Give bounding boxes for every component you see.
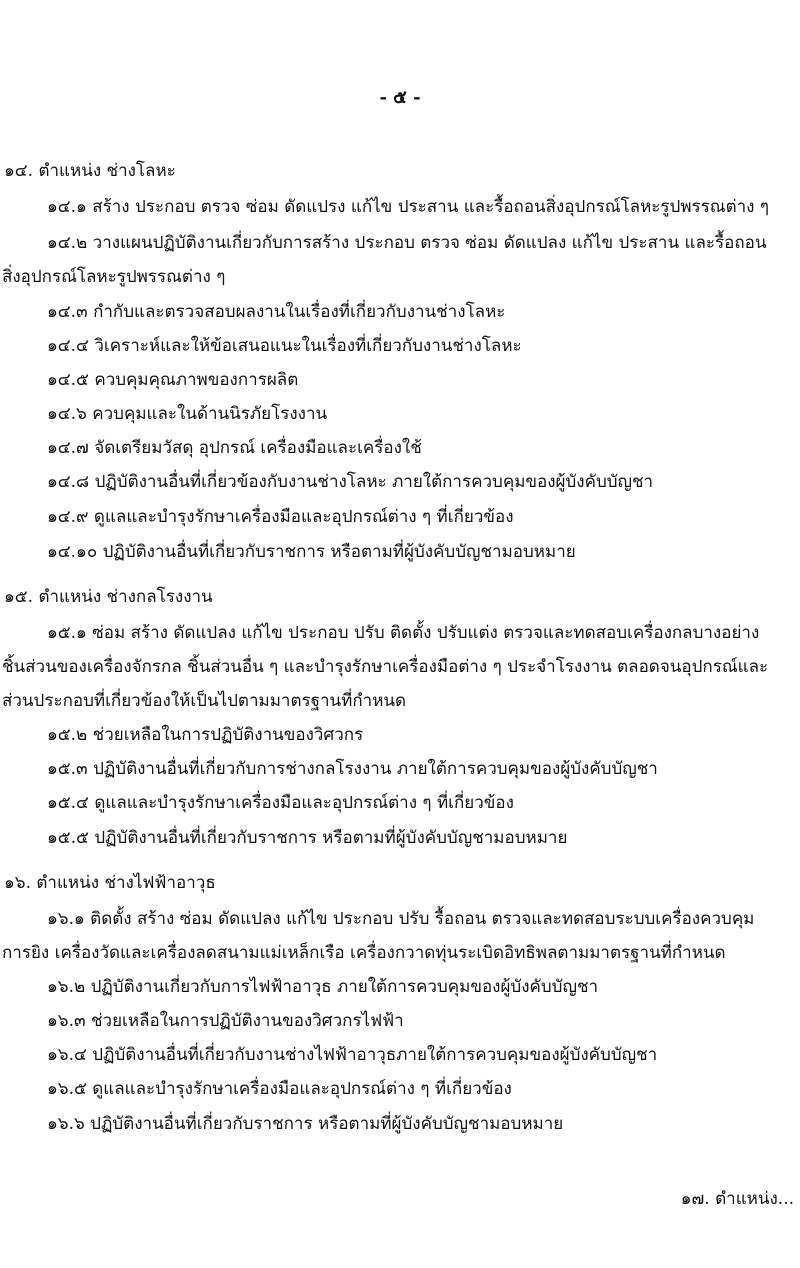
list-item: ๑๔.๘ ปฏิบัติงานอื่นที่เกี่ยวข้องกับงานช่างโลหะ ภายใต้การควบคุมของผู้บังคับบัญชา bbox=[47, 472, 654, 492]
list-item: ๑๔.๙ ดูแลและบำรุงรักษาเครื่องมือและอุปกรณ์ต่าง ๆ ที่เกี่ยวข้อง bbox=[47, 507, 514, 527]
list-item-continuation: ชิ้นส่วนของเครื่องจักรกล ชิ้นส่วนอื่น ๆ และบำรุงรักษาเครื่องมือต่าง ๆ ประจำโรงงาน ตลอดจนอุปกรณ์และ bbox=[2, 657, 769, 677]
list-item: ๑๖.๒ ปฏิบัติงานเกี่ยวกับการไฟฟ้าอาวุธ ภายใต้การควบคุมของผู้บังคับบัญชา bbox=[47, 977, 599, 997]
list-item: ๑๔.๕ ควบคุมคุณภาพของการผลิต bbox=[47, 370, 299, 390]
list-item-continuation: การยิง เครื่องวัดและเครื่องลดสนามแม่เหล็กเรือ เครื่องกวาดทุ่นระเบิดอิทธิพลตามมาตรฐานที่กำหนด bbox=[2, 943, 726, 963]
list-item: ๑๖.๑ ติดตั้ง สร้าง ซ่อม ดัดแปลง แก้ไข ประกอบ ปรับ รื้อถอน ตรวจและทดสอบระบบเครื่องควบคุม bbox=[47, 909, 755, 929]
list-item: ๑๕.๔ ดูแลและบำรุงรักษาเครื่องมือและอุปกรณ์ต่าง ๆ ที่เกี่ยวข้อง bbox=[47, 793, 514, 813]
list-item: ๑๔.๑๐ ปฏิบัติงานอื่นที่เกี่ยวกับราชการ หรือตามที่ผู้บังคับบัญชามอบหมาย bbox=[47, 542, 576, 562]
list-item: ๑๖.๓ ช่วยเหลือในการปฏิบัติงานของวิศวกรไฟฟ้า bbox=[47, 1011, 404, 1031]
list-item: ๑๔.๒ วางแผนปฏิบัติงานเกี่ยวกับการสร้าง ประกอบ ตรวจ ซ่อม ดัดแปลง แก้ไข ประสาน และรื้อถอน bbox=[47, 233, 767, 253]
list-item-continuation: ส่วนประกอบที่เกี่ยวข้องให้เป็นไปตามมาตรฐานที่กำหนด bbox=[2, 691, 407, 711]
list-item: ๑๖.๔ ปฏิบัติงานอื่นที่เกี่ยวกับงานช่างไฟฟ้าอาวุธภายใต้การควบคุมของผู้บังคับบัญชา bbox=[47, 1045, 658, 1065]
list-item: ๑๔.๓ กำกับและตรวจสอบผลงานในเรื่องที่เกี่ยวกับงานช่างโลหะ bbox=[47, 302, 506, 322]
list-item: ๑๕.๒ ช่วยเหลือในการปฏิบัติงานของวิศวกร bbox=[47, 725, 364, 745]
continuation-note: ๑๗. ตำแหน่ง... bbox=[680, 1189, 794, 1209]
list-item-continuation: สิ่งอุปกรณ์โลหะรูปพรรณต่าง ๆ bbox=[2, 267, 226, 287]
list-item: ๑๕.๓ ปฏิบัติงานอื่นที่เกี่ยวกับการช่างกลโรงงาน ภายใต้การควบคุมของผู้บังคับบัญชา bbox=[47, 759, 658, 779]
list-item: ๑๕.๕ ปฏิบัติงานอื่นที่เกี่ยวกับราชการ หรือตามที่ผู้บังคับบัญชามอบหมาย bbox=[47, 828, 568, 848]
page-number: - ๕ - bbox=[379, 87, 421, 108]
section-heading: ๑๖. ตำแหน่ง ช่างไฟฟ้าอาวุธ bbox=[4, 873, 216, 893]
list-item: ๑๔.๑ สร้าง ประกอบ ตรวจ ซ่อม ดัดแปรง แก้ไข ประสาน และรื้อถอนสิ่งอุปกรณ์โลหะรูปพรรณต่าง ๆ bbox=[47, 197, 770, 217]
list-item: ๑๖.๕ ดูแลและบำรุงรักษาเครื่องมือและอุปกรณ์ต่าง ๆ ที่เกี่ยวข้อง bbox=[47, 1079, 512, 1099]
list-item: ๑๔.๗ จัดเตรียมวัสดุ อุปกรณ์ เครื่องมือและเครื่องใช้ bbox=[47, 438, 422, 458]
list-item: ๑๖.๖ ปฏิบัติงานอื่นที่เกี่ยวกับราชการ หรือตามที่ผู้บังคับบัญชามอบหมาย bbox=[47, 1114, 564, 1134]
list-item: ๑๔.๔ วิเคราะห์และให้ข้อเสนอแนะในเรื่องที่เกี่ยวกับงานช่างโลหะ bbox=[47, 336, 522, 356]
section-heading: ๑๔. ตำแหน่ง ช่างโลหะ bbox=[4, 161, 176, 181]
list-item: ๑๔.๖ ควบคุมและในด้านนิรภัยโรงงาน bbox=[47, 404, 328, 424]
list-item: ๑๕.๑ ซ่อม สร้าง ดัดแปลง แก้ไข ประกอบ ปรับ ติดตั้ง ปรับแต่ง ตรวจและทดสอบเครื่องกลบางอย่าง bbox=[47, 623, 760, 643]
section-heading: ๑๕. ตำแหน่ง ช่างกลโรงงาน bbox=[4, 587, 213, 607]
